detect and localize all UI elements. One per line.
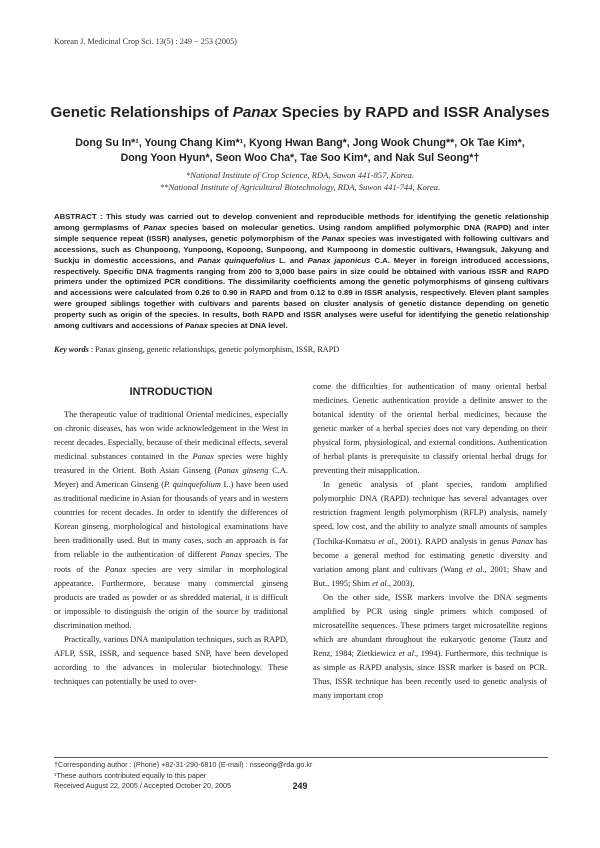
title-part-1: Genetic Relationships of (50, 104, 233, 121)
keywords (54, 345, 549, 354)
text-run: C.A. Meyer) and American Ginseng ( (54, 466, 288, 490)
text-run: ., 2003). (386, 578, 415, 588)
footnote-corresponding-author: †Corresponding author : (Phone) +82-31-290-6810 (E-mail) : nsseong@rda.go.kr (54, 760, 313, 769)
text-run: On the other side, ISSR markers involve the DNA segments amplified by PCR using single primers which composed of microsatellite sequences. These primers target microsatellite regions which are abundant throughout the eukaryotic genome (Tautz and Renz, 1984; Zietkiewicz (313, 592, 547, 658)
journal-reference: Korean J. Medicinal Crop Sci. 13(5) : 249 − 253 (2005) (54, 37, 237, 46)
title-genus-italic: Panax (232, 104, 278, 121)
intro-paragraph-4 (313, 478, 547, 590)
section-heading-introduction: INTRODUCTION (129, 386, 213, 398)
abstract-italic: Panax japonicus (307, 255, 371, 265)
abstract-text: species was investigated with following cultivars and accessions, such as Chunpoong, Yunpoong, Kopoong, Sunpoong, and Kumpoong in domestic cultivars, Hwangsuk, Jakyung and Suckju in domestic accessions, and (54, 233, 549, 265)
italic-run: et al (398, 648, 414, 658)
abstract-text: C.A. Meyer in foreign introduced accessions, respectively. Specific DNA fragments ranging from 200 to 3,000 base pairs in size could be obtained with various ISSR and RAPD primers under the optimized PCR conditions. The dissimilarity coefficients among the genetic polymorphisms of ginseng cultivars and accessions were calculated from 0.26 to 0.90 in RAPD and from 0.12 to 0.89 in ISSR analysis, respectively. Eleven plant samples were grouped siblings together with cultivars and parents based on cluster analysis of genetic distance depending on genetic property such as origin of the species. In results, both RAPD and ISSR analyses were useful for identifying the genetic relationship among cultivars and accessions of (54, 255, 549, 331)
italic-run: Panax (220, 550, 242, 560)
italic-run: et al (466, 564, 483, 574)
keywords-label: Key words (54, 345, 89, 354)
page-number: 249 (292, 781, 308, 791)
abstract-text: species at DNA level. (207, 321, 288, 331)
footnote-received-accepted: Received August 22, 2005 / Accepted October 20, 2005 (54, 781, 232, 790)
text-run: has become a general method for estimating genetic diversity and variation among plant and cultivars (Wang (313, 536, 547, 574)
right-column (313, 380, 547, 703)
abstract-italic: Panax (321, 233, 345, 243)
abstract-text: L. and (275, 255, 308, 265)
italic-run: P. quinquefolium (163, 480, 221, 490)
footnote-divider (54, 757, 548, 758)
author-line-2: Dong Yoon Hyun*, Seon Woo Cha*, Tae Soo Kim*, and Nak Sul Seong*† (120, 152, 480, 164)
abstract-text: This study was carried out to develop convenient and reproducible methods for identifying the genetic relationship among germplasms of (54, 212, 549, 232)
text-run: ., 1994). Furthermore, this technique is as simple as RAPD analysis, since ISSR marker is based on PCR. Thus, ISSR technique has been recently used to genetic analysis of many important crop (313, 648, 547, 701)
left-column (54, 408, 288, 689)
keywords-text: : Panax ginseng, genetic relationships, genetic polymorphism, ISSR, RAPD (88, 345, 340, 354)
affiliations (40, 170, 560, 193)
intro-paragraph-3: come the difficulties for authentication of many oriental herbal medicines. Genetic authentication provide a definite answer to the botanical identity of the oriental herbal medicines, because the genetic marker of a herbal species does not vary depending on their physical form, physiological, and external conditions. Authentication of herbal plants is prerequisite to classify oriental herbal drugs for preventing their misapplication. (313, 382, 547, 476)
italic-run: et al (378, 536, 394, 546)
footnote-equal-contribution: ¹These authors contributed equally to this paper (54, 770, 207, 780)
intro-paragraph-5 (313, 591, 547, 703)
intro-paragraph-2: Practically, various DNA manipulation techniques, such as RAPD, AFLP, SSR, ISSR, and sequence based SNP, have been developed according to the advances in molecular biotechnology. These techniques can potentially be used to over- (54, 634, 288, 686)
affiliation-1: *National Institute of Crop Science, RDA, Suwon 441-857, Korea. (185, 170, 415, 180)
text-run: species. The roots of the (54, 550, 288, 574)
author-list (40, 136, 560, 166)
abstract-text: species based on molecular genetics. Using random amplified polymorphic DNA (RAPD) and inter simple sequence repeat (ISSR) analyses, genetic polymorphism of the (54, 222, 550, 243)
text-run: ., 2001). RAPD analysis in genus (393, 536, 512, 546)
text-run: L.) have been used as traditional medicine in Asian for thousands of years and in western countries for recent decades. In order to identify the differences of Korean ginseng, morphological and histological examinations have been traditionally used. But in many cases, such an approach is far from reliable in the authentication of different (54, 480, 288, 560)
text-run: species were highly treasured in the Orient. Both Asian Ginseng ( (54, 452, 288, 476)
author-line-1: Dong Su In*¹, Young Chang Kim*¹, Kyong Hwan Bang*, Jong Wook Chung**, Ok Tae Kim*, (75, 137, 525, 149)
abstract (54, 212, 549, 332)
paper-title (40, 104, 560, 121)
intro-paragraph-1 (54, 408, 288, 633)
title-part-2: Species by RAPD and ISSR Analyses (277, 104, 550, 121)
abstract-italic: Panax (184, 321, 208, 331)
italic-run: Panax (104, 564, 127, 574)
text-run: In genetic analysis of plant species, random amplified polymorphic DNA (RAPD) technique has several advantages over restriction fragment length polymorphism (RFLP) analysis, namely speed, low cost, and the ability to analyze small amounts of samples (Tochika-Komatsu (313, 480, 547, 546)
text-run: The therapeutic value of traditional Oriental medicines, especially on chronic diseases, has won wide acknowledgement in the West in recent decades. Especially, because of their medicinal effects, several medicinal substances contained in the (54, 410, 288, 462)
italic-run: Panax (192, 452, 214, 462)
affiliation-2: **National Institute of Agricultural Biotechnology, RDA, Suwon 441-744, Korea. (159, 181, 441, 192)
abstract-italic: Panax (143, 222, 167, 232)
text-run: species are very similar in morphological appearance. Furthermore, because many commercial ginseng products are traded as powder or as shredded material, it is difficult or impossible to distinguish the origin of the source by traditional discrimination method. (54, 564, 288, 630)
text-run: ., 2001; Shaw and But., 1995; Shim (313, 564, 548, 588)
italic-run: Panax ginseng (217, 466, 269, 476)
italic-run: Panax (511, 536, 533, 546)
abstract-italic: Panax quinquefolius (197, 255, 276, 265)
abstract-label: ABSTRACT : (54, 212, 107, 221)
italic-run: et al (372, 578, 387, 588)
